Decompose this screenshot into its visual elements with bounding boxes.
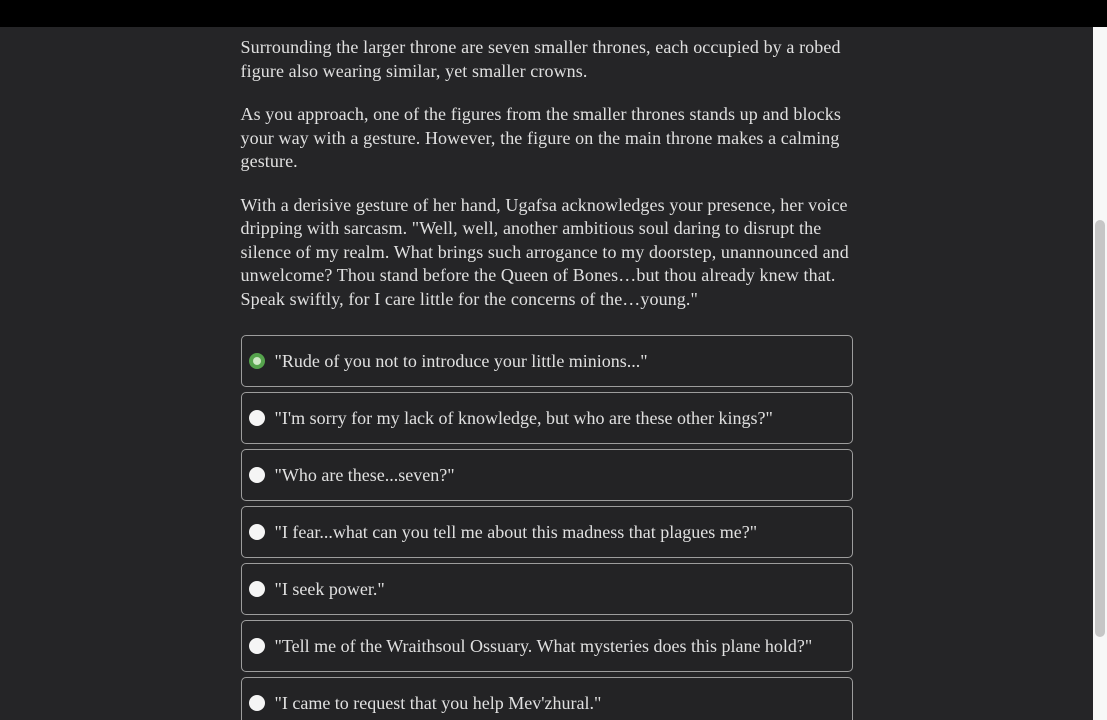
- choice-option[interactable]: [241, 449, 853, 501]
- choice-option-label: "Rude of you not to introduce your little minions...": [274, 351, 648, 371]
- choice-option[interactable]: [241, 506, 853, 558]
- story-column: [241, 27, 853, 720]
- scrollbar[interactable]: [1093, 27, 1107, 720]
- story-text: [241, 36, 853, 311]
- choice-option-label: "I seek power.": [274, 579, 385, 599]
- radio-button-icon[interactable]: [249, 524, 265, 540]
- choice-option-label: "I fear...what can you tell me about this madness that plagues me?": [274, 522, 758, 542]
- story-paragraph: Surrounding the larger throne are seven smaller thrones, each occupied by a robed figure also wearing similar, yet smaller crowns.: [240, 37, 841, 81]
- choice-option-label: "I'm sorry for my lack of knowledge, but who are these other kings?": [274, 408, 773, 428]
- choices-list: [241, 335, 853, 720]
- scrollbar-thumb[interactable]: [1095, 220, 1105, 637]
- top-letterbox-bar: [0, 0, 1107, 27]
- choice-option[interactable]: [241, 335, 853, 387]
- radio-button-icon[interactable]: [249, 638, 265, 654]
- choice-option-label: "I came to request that you help Mev'zhural.": [274, 693, 602, 713]
- radio-button-icon[interactable]: [249, 353, 265, 369]
- radio-button-icon[interactable]: [249, 467, 265, 483]
- choice-option[interactable]: [241, 677, 853, 720]
- story-paragraph: As you approach, one of the figures from the smaller thrones stands up and blocks your way with a gesture. However, the figure on the main throne makes a calming gesture.: [240, 104, 841, 171]
- choice-option[interactable]: [241, 392, 853, 444]
- radio-button-icon[interactable]: [249, 695, 265, 711]
- radio-button-icon[interactable]: [249, 581, 265, 597]
- story-content: [0, 27, 1093, 720]
- choice-option[interactable]: [241, 620, 853, 672]
- choice-option-label: "Tell me of the Wraithsoul Ossuary. What mysteries does this plane hold?": [274, 636, 813, 656]
- radio-button-icon[interactable]: [249, 410, 265, 426]
- story-paragraph: With a derisive gesture of her hand, Ugafsa acknowledges your presence, her voice dripping with sarcasm. "Well, well, another ambitious soul daring to disrupt the silence of my realm. What brings such arrogance to my doorstep, unannounced and unwelcome? Thou stand before the Queen of Bones…but thou already knew that. Speak swiftly, for I care little for the concerns of the…young.": [240, 194, 849, 309]
- choice-option[interactable]: [241, 563, 853, 615]
- choice-option-label: "Who are these...seven?": [274, 465, 455, 485]
